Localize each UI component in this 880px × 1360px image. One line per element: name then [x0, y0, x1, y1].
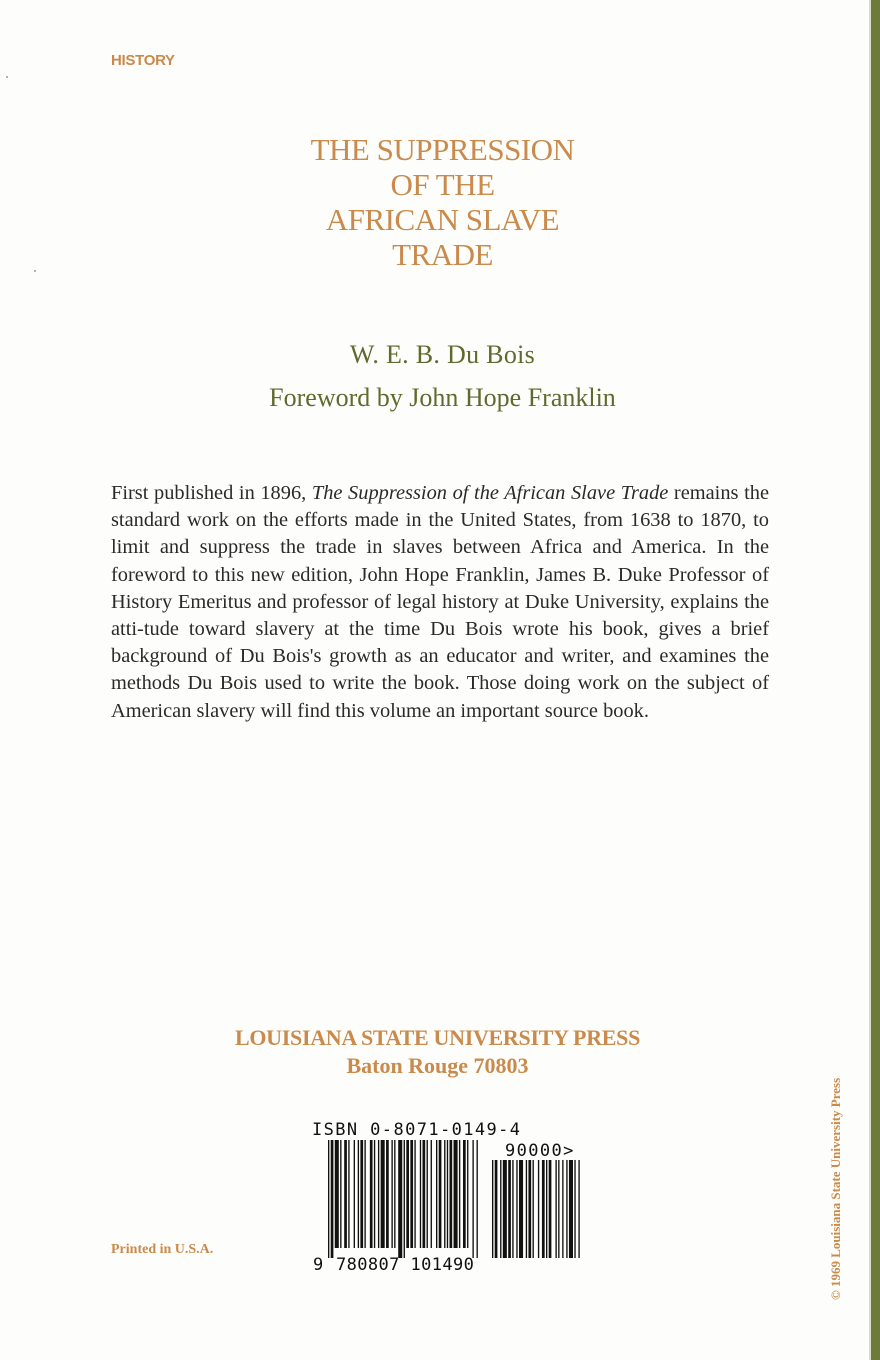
price-addon-bars [492, 1160, 580, 1258]
barcode-bar [423, 1140, 426, 1248]
barcode-bar [410, 1140, 413, 1248]
addon-bar [549, 1160, 552, 1258]
barcode-bar [436, 1140, 437, 1248]
barcode-bar [404, 1140, 405, 1258]
copyright-notice: © 1969 Louisiana State University Press [828, 1077, 843, 1300]
addon-bar [519, 1160, 523, 1258]
barcode-bar [463, 1140, 466, 1248]
addon-bar [516, 1160, 517, 1258]
ean-first-digit: 9 [313, 1255, 324, 1275]
barcode-bar [477, 1140, 478, 1258]
barcode-bar [439, 1140, 442, 1248]
addon-bar [558, 1160, 559, 1258]
isbn-text: ISBN 0-8071-0149-4 [312, 1120, 522, 1140]
barcode-bar [370, 1140, 373, 1248]
addon-bar [538, 1160, 539, 1258]
addon-bar [569, 1160, 573, 1258]
barcode-bar [414, 1140, 415, 1248]
title-line: AFRICAN SLAVE [325, 202, 560, 237]
barcode-bar [391, 1140, 392, 1248]
barcode-bar [459, 1140, 460, 1248]
barcode-bar [420, 1140, 421, 1248]
barcode-bar [374, 1140, 375, 1248]
barcode-bar [398, 1140, 402, 1258]
barcode-bar [431, 1140, 432, 1248]
addon-bar [555, 1160, 556, 1258]
barcode-bar [364, 1140, 365, 1248]
blurb-lead: First published in 1896, [111, 482, 312, 504]
spine-strip [871, 0, 880, 1360]
category-label: HISTORY [111, 52, 175, 69]
addon-bar [533, 1160, 534, 1258]
barcode-bar [344, 1140, 347, 1248]
barcode-bar [394, 1140, 395, 1248]
addon-bar [546, 1160, 547, 1258]
barcode-bar [378, 1140, 379, 1248]
barcode-bar [331, 1140, 334, 1258]
publisher-city: Baton Rouge 70803 [346, 1053, 529, 1078]
barcode-bar [354, 1140, 355, 1248]
addon-bar [528, 1160, 531, 1258]
barcode-bar [406, 1140, 409, 1248]
paper-speck [34, 270, 36, 272]
barcode-bar [454, 1140, 458, 1248]
blurb-body: remains the standard work on the efforts made in the United States, from 1638 to 1870, to limit and suppress the trade in slaves between Africa and America. In the foreword to this new edition, John Hope Franklin, James B. Duke Professor of History Emeritus and professor of legal history at Duke University, explains the atti-tude toward slavery at the time Du Bois wrote his book, gives a brief background of Du Bois's growth as an educator and writer, and examines the methods Du Bois used to write the book. Those doing work on the subject of American slavery will find this volume an important source book. [111, 482, 769, 722]
addon-bar [526, 1160, 527, 1258]
addon-bar [508, 1160, 511, 1258]
addon-bar [542, 1160, 545, 1258]
addon-bar [500, 1160, 501, 1258]
title-line: THE SUPPRESSION [310, 132, 575, 167]
addon-bar [574, 1160, 575, 1258]
foreword-credit: Foreword by John Hope Franklin [269, 383, 616, 412]
addon-bar [495, 1160, 498, 1258]
barcode-bar [381, 1140, 385, 1248]
addon-bar [512, 1160, 513, 1258]
printed-in-label: Printed in U.S.A. [111, 1242, 214, 1257]
barcode-bar [450, 1140, 453, 1248]
author-name: W. E. B. Du Bois [349, 340, 536, 369]
ean-digits: 780807 101490 [336, 1255, 475, 1275]
barcode-bar [386, 1140, 389, 1248]
book-title [160, 132, 725, 272]
description-blurb [111, 480, 769, 725]
ean-barcode-bars [328, 1140, 478, 1258]
price-code: 90000> [505, 1141, 575, 1161]
barcode-bar [328, 1140, 329, 1258]
barcode-bar [340, 1140, 341, 1248]
title-line: TRADE [392, 237, 493, 272]
addon-bar [566, 1160, 567, 1258]
blurb-book-title: The Suppression of the African Slave Trade [311, 482, 669, 504]
barcode-bar [444, 1140, 445, 1248]
addon-bar [578, 1160, 579, 1258]
paper-speck [6, 76, 8, 78]
addon-bar [492, 1160, 493, 1258]
publisher-name: LOUISIANA STATE UNIVERSITY PRESS [234, 1025, 641, 1050]
barcode-bar [348, 1140, 349, 1248]
barcode-bar [360, 1140, 363, 1248]
barcode-bar [358, 1140, 359, 1248]
addon-bar [562, 1160, 563, 1258]
barcode-bar [467, 1140, 468, 1248]
addon-bar [503, 1160, 507, 1258]
barcode-bar [472, 1140, 473, 1258]
barcode-bar [335, 1140, 339, 1248]
barcode-bar [427, 1140, 428, 1248]
barcode-bar [447, 1140, 448, 1248]
title-line: OF THE [390, 167, 495, 202]
